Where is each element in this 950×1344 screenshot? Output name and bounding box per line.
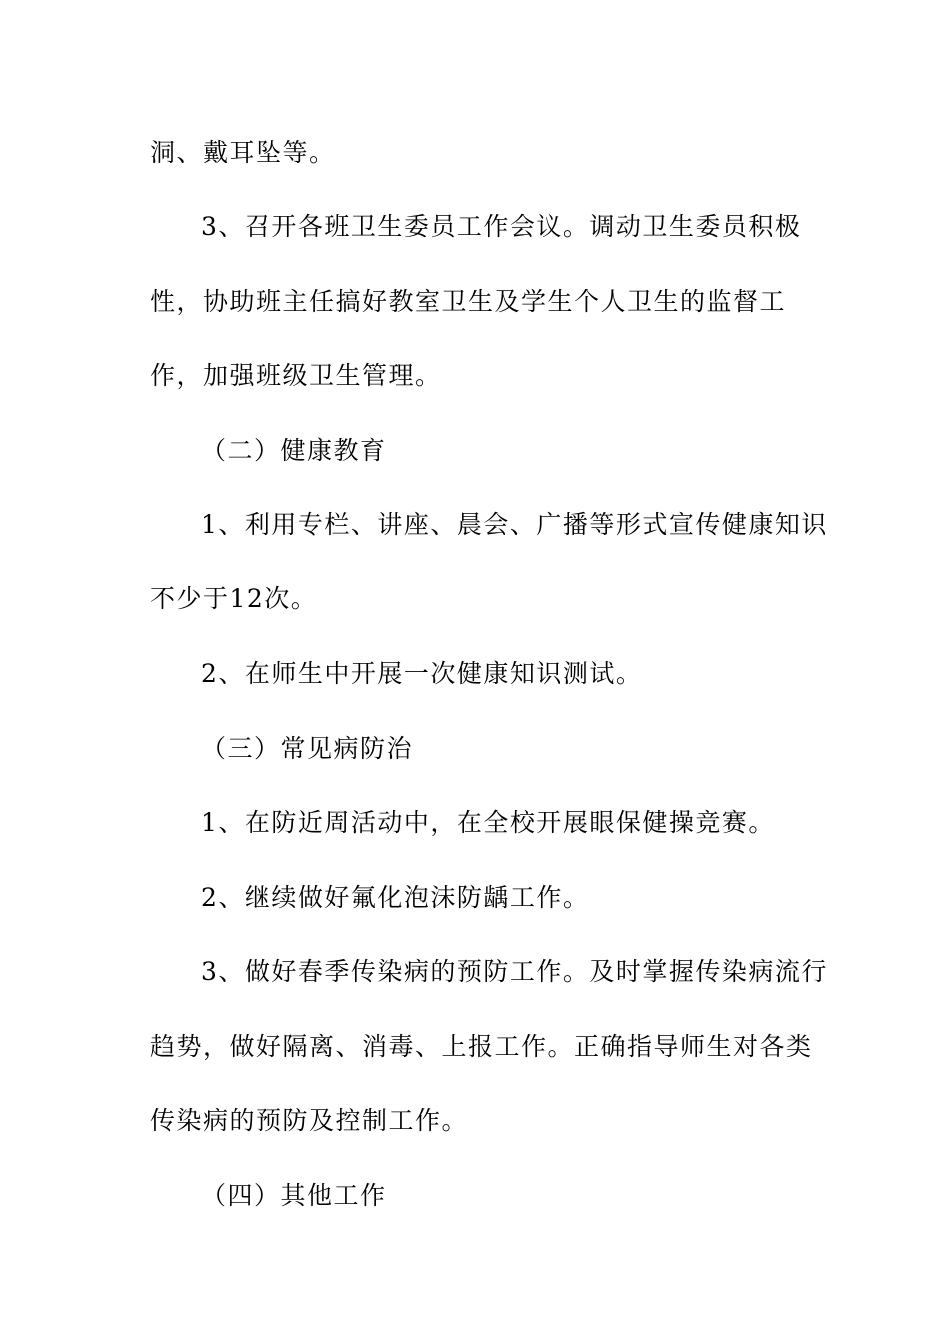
text-line-8: 2、在师生中开展一次健康知识测试。 — [201, 659, 643, 688]
section-heading-2: （二）健康教育 — [201, 436, 387, 465]
text-line-11: 2、继续做好氟化泡沫防龋工作。 — [201, 883, 590, 912]
text-line-12: 3、做好春季传染病的预防工作。及时掌握传染病流行 — [201, 957, 828, 986]
section-heading-4: （四）其他工作 — [201, 1181, 387, 1210]
text-line-4: 作，加强班级卫生管理。 — [150, 361, 442, 390]
text-line-1: 洞、戴耳坠等。 — [150, 138, 336, 167]
section-heading-3: （三）常见病防治 — [201, 734, 414, 763]
text-line-13: 趋势，做好隔离、消毒、上报工作。正确指导师生对各类 — [150, 1032, 813, 1061]
text-line-6: 1、利用专栏、讲座、晨会、广播等形式宣传健康知识 — [201, 510, 828, 539]
text-line-10: 1、在防近周活动中，在全校开展眼保健操竞赛。 — [201, 808, 775, 837]
text-line-2: 3、召开各班卫生委员工作会议。调动卫生委员积极 — [201, 212, 802, 241]
text-line-7: 不少于12次。 — [150, 584, 318, 613]
text-line-14: 传染病的预防及控制工作。 — [150, 1106, 469, 1135]
text-line-3: 性，协助班主任搞好教室卫生及学生个人卫生的监督工 — [150, 287, 787, 316]
